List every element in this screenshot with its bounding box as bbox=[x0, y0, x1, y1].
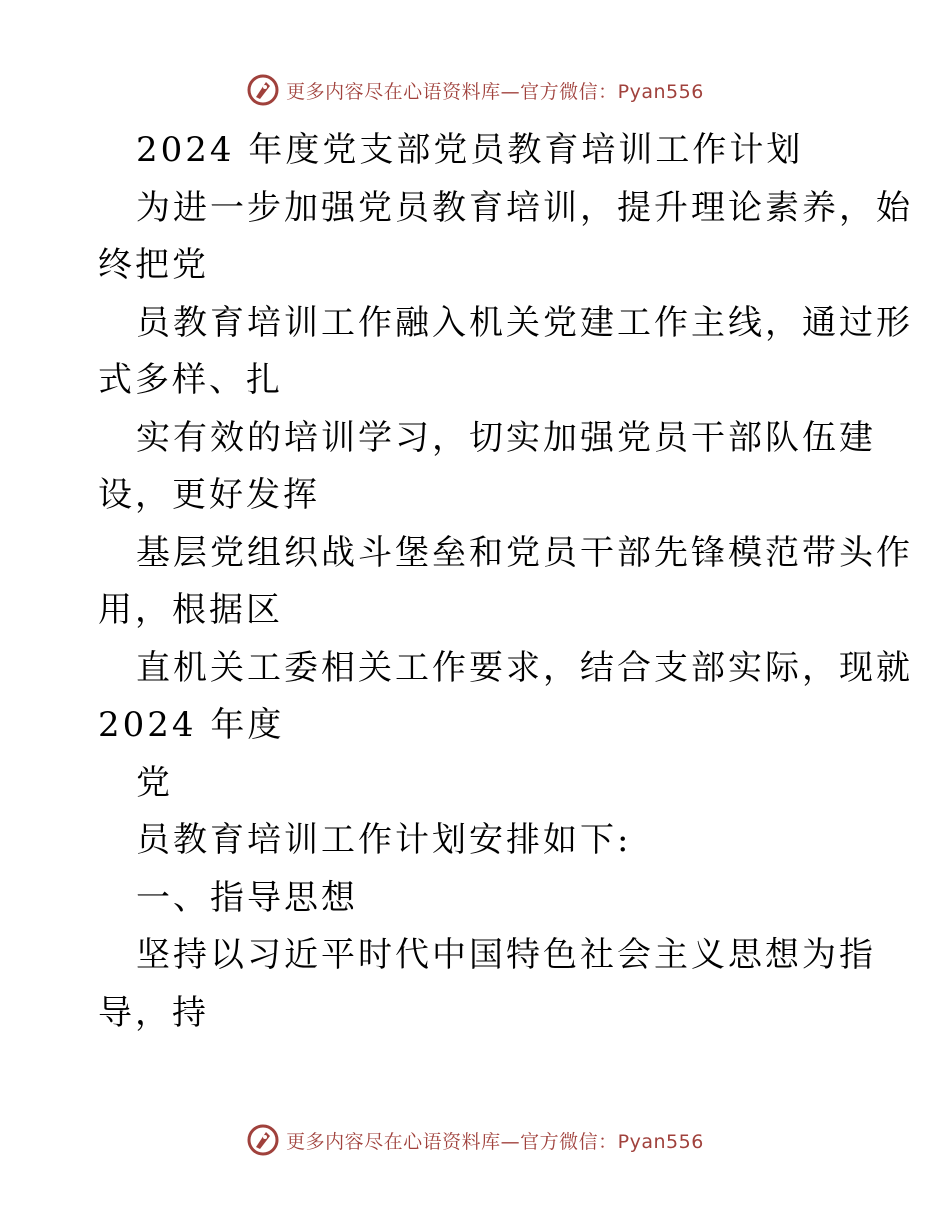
doc-line: 2024 年度 bbox=[98, 705, 285, 745]
doc-line: 基层党组织战斗堡垒和党员干部先锋模范带头作 bbox=[136, 532, 913, 573]
doc-line: 导，持 bbox=[98, 992, 209, 1033]
doc-line: 党 bbox=[136, 762, 173, 803]
doc-title: 2024 年度党支部党员教育培训工作计划 bbox=[136, 130, 804, 170]
watermark-text: 更多内容尽在心语资料库—官方微信：Pyan556 bbox=[286, 80, 704, 103]
document-body bbox=[98, 122, 913, 1042]
doc-line: 员教育培训工作融入机关党建工作主线，通过形 bbox=[136, 302, 913, 343]
watermark-text: 更多内容尽在心语资料库—官方微信：Pyan556 bbox=[286, 1130, 704, 1153]
pen-nib-logo-icon bbox=[246, 73, 280, 107]
doc-line: 用，根据区 bbox=[98, 590, 283, 630]
doc-line: 直机关工委相关工作要求，结合支部实际，现就 bbox=[136, 647, 913, 688]
watermark-banner-bottom bbox=[0, 1120, 950, 1160]
doc-line: 为进一步加强党员教育培训，提升理论素养，始 bbox=[136, 187, 913, 228]
doc-line: 设，更好发挥 bbox=[98, 475, 320, 515]
doc-line: 员教育培训工作计划安排如下: bbox=[136, 820, 632, 860]
section-heading: 一、指导思想 bbox=[136, 877, 358, 918]
watermark-banner-top bbox=[0, 70, 950, 110]
doc-line: 实有效的培训学习，切实加强党员干部队伍建 bbox=[136, 417, 876, 458]
doc-line: 坚持以习近平时代中国特色社会主义思想为指 bbox=[136, 935, 876, 975]
doc-line: 式多样、扎 bbox=[98, 360, 283, 400]
pen-nib-logo-icon bbox=[246, 1123, 280, 1157]
doc-line: 终把党 bbox=[98, 245, 209, 285]
